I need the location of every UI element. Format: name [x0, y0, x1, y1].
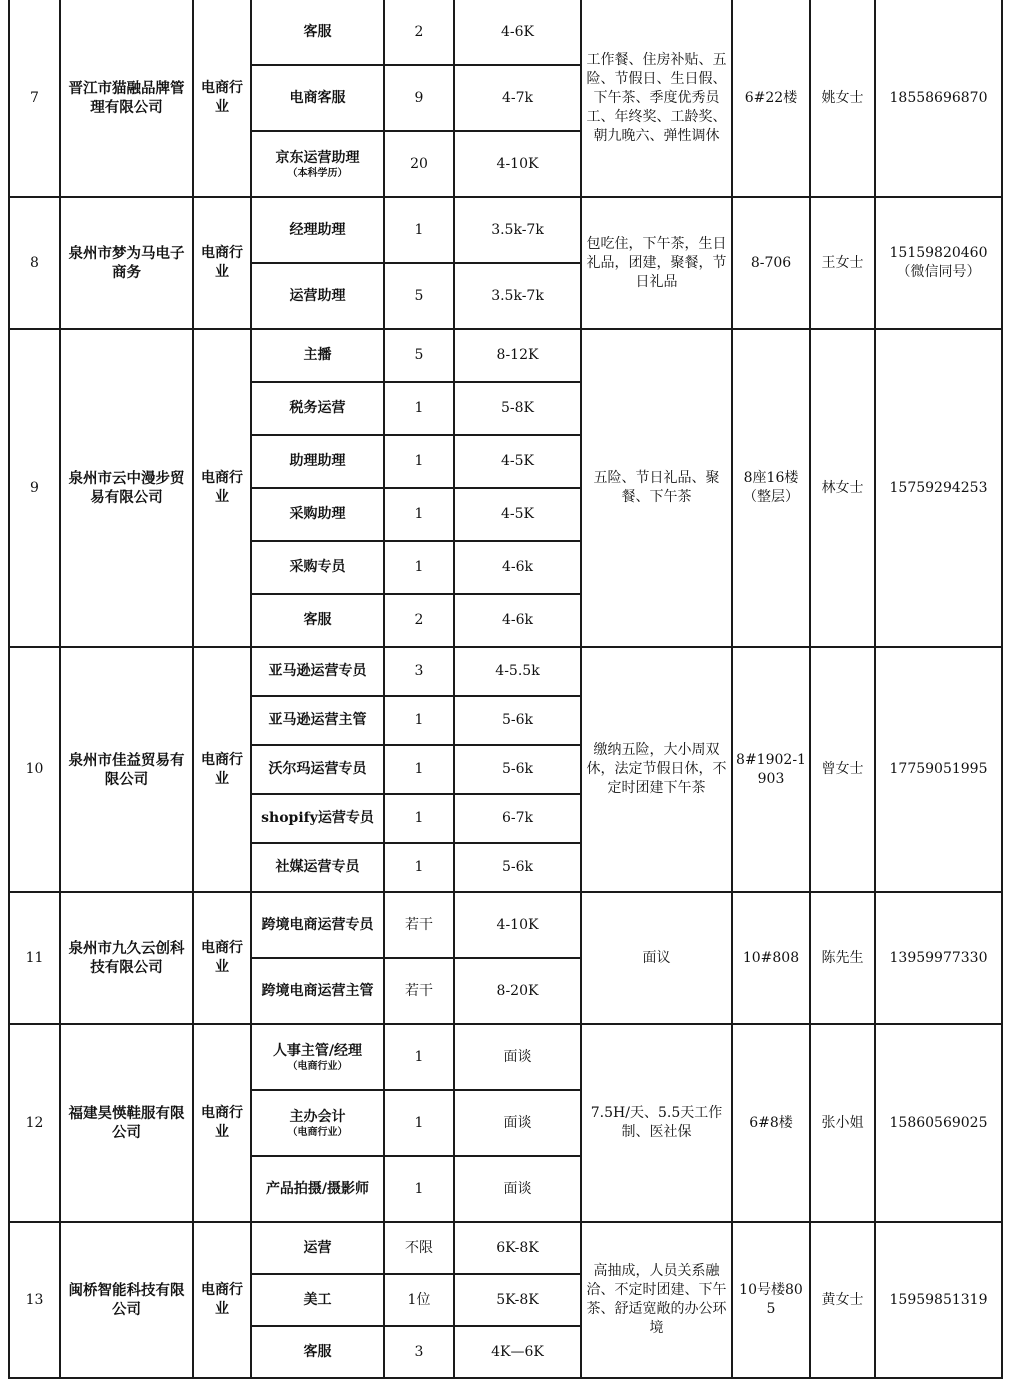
job-title: 主办会计 — [289, 1108, 346, 1125]
job-title: 客服 — [303, 23, 332, 40]
benefits: 工作餐、住房补贴、五险、节假日、生日假、下午茶、季度优秀员工、年终奖、工龄奖、朝九晚六、弹性调休 — [581, 0, 732, 197]
headcount: 1 — [384, 794, 454, 843]
office-location: 10#808 — [732, 892, 810, 1024]
job-title-cell — [251, 745, 384, 794]
job-title-cell — [251, 843, 384, 892]
job-title-cell — [251, 131, 384, 197]
industry: 电商行业 — [193, 892, 251, 1024]
benefits: 缴纳五险，大小周双休，法定节假日休，不定时团建下午茶 — [581, 647, 732, 892]
company-number: 7 — [9, 0, 60, 197]
table-row — [9, 329, 1002, 382]
headcount: 9 — [384, 65, 454, 131]
company-number: 8 — [9, 197, 60, 329]
contact-phone: 15159820460（微信同号） — [875, 197, 1002, 329]
office-location: 8座16楼（整层） — [732, 329, 810, 647]
company-name: 泉州市九久云创科技有限公司 — [60, 892, 193, 1024]
salary: 5-6k — [454, 843, 581, 892]
job-title: 主播 — [303, 347, 332, 363]
company-name: 泉州市梦为马电子商务 — [60, 197, 193, 329]
job-listings-table — [8, 0, 1003, 1379]
salary: 4-5K — [454, 435, 581, 488]
job-title: 美工 — [303, 1291, 332, 1308]
table-row — [9, 0, 1002, 65]
headcount: 若干 — [384, 958, 454, 1024]
salary: 4-6k — [454, 594, 581, 647]
headcount: 不限 — [384, 1222, 454, 1274]
job-title-cell — [251, 1274, 384, 1326]
salary: 4-10K — [454, 892, 581, 958]
job-title-cell — [251, 594, 384, 647]
contact-phone: 15759294253 — [875, 329, 1002, 647]
job-title-cell — [251, 958, 384, 1024]
job-title-cell — [251, 794, 384, 843]
industry: 电商行业 — [193, 647, 251, 892]
salary: 3.5k-7k — [454, 197, 581, 263]
headcount: 1 — [384, 541, 454, 594]
job-title: 产品拍摄/摄影师 — [265, 1180, 370, 1197]
job-title: 运营 — [303, 1239, 332, 1256]
job-title: 社媒运营专员 — [275, 859, 360, 875]
company-name: 泉州市云中漫步贸易有限公司 — [60, 329, 193, 647]
salary: 6-7k — [454, 794, 581, 843]
company-number: 9 — [9, 329, 60, 647]
job-title: 采购专员 — [289, 559, 346, 575]
contact-phone: 17759051995 — [875, 647, 1002, 892]
headcount: 2 — [384, 0, 454, 65]
contact-person: 张小姐 — [810, 1024, 875, 1222]
contact-person: 姚女士 — [810, 0, 875, 197]
company-number: 13 — [9, 1222, 60, 1378]
benefits: 面议 — [581, 892, 732, 1024]
table-row — [9, 1222, 1002, 1274]
job-title-cell — [251, 382, 384, 435]
salary: 4-5.5k — [454, 647, 581, 696]
headcount: 1 — [384, 1024, 454, 1090]
job-title-cell — [251, 1156, 384, 1222]
table-row — [9, 1024, 1002, 1090]
job-requirement-note: （电商行业） — [287, 1126, 348, 1138]
office-location: 10号楼805 — [732, 1222, 810, 1378]
salary: 3.5k-7k — [454, 263, 581, 329]
salary: 5K-8K — [454, 1274, 581, 1326]
company-name: 泉州市佳益贸易有限公司 — [60, 647, 193, 892]
headcount: 3 — [384, 1326, 454, 1378]
salary: 面谈 — [454, 1090, 581, 1156]
contact-person: 林女士 — [810, 329, 875, 647]
job-title: 跨境电商运营主管 — [261, 982, 374, 999]
company-name: 闽桥智能科技有限公司 — [60, 1222, 193, 1378]
headcount: 5 — [384, 329, 454, 382]
job-title: 助理助理 — [289, 453, 346, 469]
headcount: 1 — [384, 1090, 454, 1156]
benefits: 五险、节日礼品、聚餐、下午茶 — [581, 329, 732, 647]
salary: 4-6K — [454, 0, 581, 65]
table-row — [9, 892, 1002, 958]
job-title-cell — [251, 647, 384, 696]
company-number: 11 — [9, 892, 60, 1024]
job-title-cell — [251, 541, 384, 594]
job-title: 人事主管/经理 — [272, 1042, 363, 1059]
job-title-cell — [251, 1090, 384, 1156]
job-title-cell — [251, 488, 384, 541]
job-title: 跨境电商运营专员 — [261, 916, 374, 933]
job-title: 沃尔玛运营专员 — [268, 761, 367, 777]
industry: 电商行业 — [193, 1222, 251, 1378]
job-title-cell — [251, 696, 384, 745]
salary: 面谈 — [454, 1156, 581, 1222]
job-requirement-note: （本科学历） — [287, 167, 348, 179]
contact-person: 陈先生 — [810, 892, 875, 1024]
office-location: 6#8楼 — [732, 1024, 810, 1222]
contact-phone: 13959977330 — [875, 892, 1002, 1024]
contact-phone: 15959851319 — [875, 1222, 1002, 1378]
company-number: 12 — [9, 1024, 60, 1222]
contact-person: 黄女士 — [810, 1222, 875, 1378]
salary: 4-5K — [454, 488, 581, 541]
salary: 8-20K — [454, 958, 581, 1024]
headcount: 1 — [384, 745, 454, 794]
salary: 5-6k — [454, 696, 581, 745]
headcount: 5 — [384, 263, 454, 329]
headcount: 1 — [384, 843, 454, 892]
office-location: 6#22楼 — [732, 0, 810, 197]
job-title: 采购助理 — [289, 506, 346, 522]
job-title: 亚马逊运营主管 — [268, 712, 367, 728]
headcount: 1 — [384, 488, 454, 541]
benefits: 包吃住，下午茶，生日礼品，团建，聚餐，节日礼品 — [581, 197, 732, 329]
office-location: 8-706 — [732, 197, 810, 329]
job-title-cell — [251, 329, 384, 382]
job-title: 运营助理 — [289, 287, 346, 304]
contact-person: 王女士 — [810, 197, 875, 329]
salary: 面谈 — [454, 1024, 581, 1090]
company-name: 晋江市猫融品牌管理有限公司 — [60, 0, 193, 197]
job-title-cell — [251, 1024, 384, 1090]
benefits: 7.5H/天、5.5天工作制、医社保 — [581, 1024, 732, 1222]
salary: 4K—6K — [454, 1326, 581, 1378]
job-title-cell — [251, 65, 384, 131]
job-title: 亚马逊运营专员 — [268, 663, 367, 679]
salary: 6K-8K — [454, 1222, 581, 1274]
industry: 电商行业 — [193, 197, 251, 329]
job-title: 客服 — [303, 1343, 332, 1360]
industry: 电商行业 — [193, 1024, 251, 1222]
headcount: 20 — [384, 131, 454, 197]
salary: 8-12K — [454, 329, 581, 382]
job-title-cell — [251, 263, 384, 329]
table-row — [9, 647, 1002, 696]
office-location: 8#1902-1903 — [732, 647, 810, 892]
job-title: 税务运营 — [289, 400, 346, 416]
table-body — [9, 0, 1002, 1378]
company-number: 10 — [9, 647, 60, 892]
table-row — [9, 197, 1002, 263]
headcount: 若干 — [384, 892, 454, 958]
contact-phone: 18558696870 — [875, 0, 1002, 197]
job-title-cell — [251, 435, 384, 488]
salary: 5-6k — [454, 745, 581, 794]
headcount: 1 — [384, 197, 454, 263]
industry: 电商行业 — [193, 0, 251, 197]
headcount: 1 — [384, 696, 454, 745]
job-title: 经理助理 — [289, 221, 346, 238]
salary: 4-7k — [454, 65, 581, 131]
headcount: 2 — [384, 594, 454, 647]
job-title: 京东运营助理 — [275, 149, 360, 166]
headcount: 1 — [384, 1156, 454, 1222]
industry: 电商行业 — [193, 329, 251, 647]
company-name: 福建昊愥鞋服有限公司 — [60, 1024, 193, 1222]
job-title-cell — [251, 1222, 384, 1274]
job-title: shopify运营专员 — [261, 810, 374, 826]
job-title-cell — [251, 1326, 384, 1378]
headcount: 1 — [384, 435, 454, 488]
job-title-cell — [251, 197, 384, 263]
job-requirement-note: （电商行业） — [287, 1060, 348, 1072]
salary: 5-8K — [454, 382, 581, 435]
headcount: 1位 — [384, 1274, 454, 1326]
job-title-cell — [251, 892, 384, 958]
headcount: 1 — [384, 382, 454, 435]
benefits: 高抽成，人员关系融洽、不定时团建、下午茶、舒适宽敞的办公环境 — [581, 1222, 732, 1378]
headcount: 3 — [384, 647, 454, 696]
contact-person: 曾女士 — [810, 647, 875, 892]
job-title-cell — [251, 0, 384, 65]
salary: 4-6k — [454, 541, 581, 594]
contact-phone: 15860569025 — [875, 1024, 1002, 1222]
salary: 4-10K — [454, 131, 581, 197]
job-title: 客服 — [303, 612, 332, 628]
job-title: 电商客服 — [289, 89, 346, 106]
